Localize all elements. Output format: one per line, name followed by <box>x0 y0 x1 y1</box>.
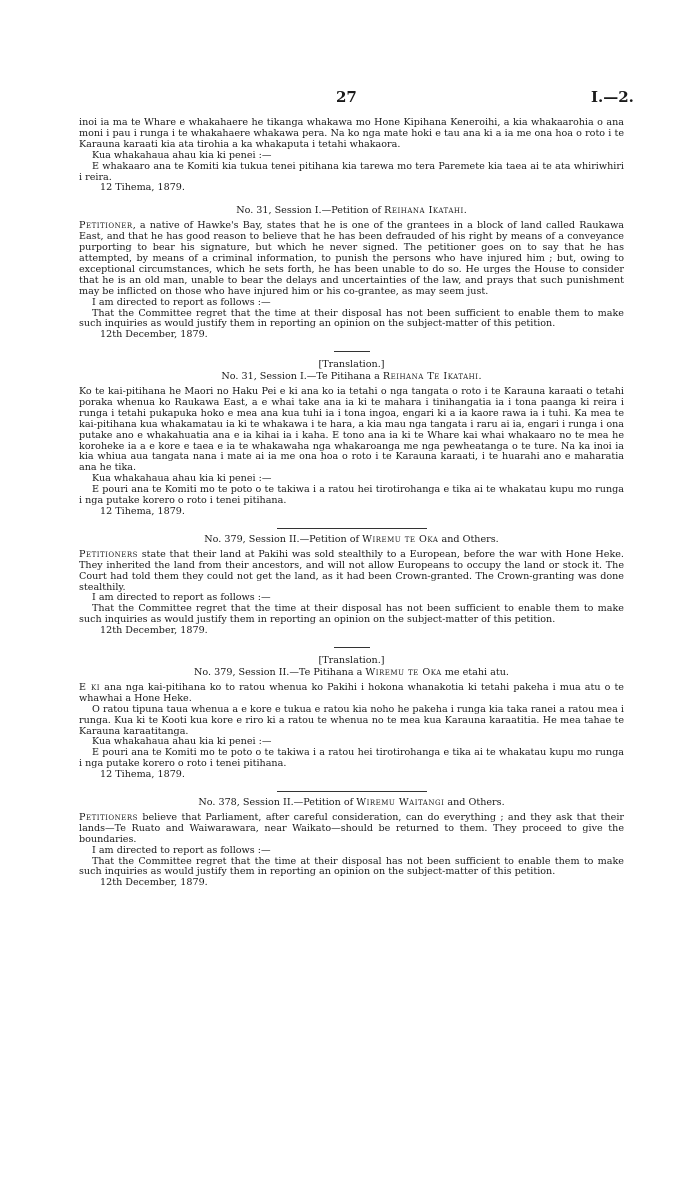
translation-379-text: ana nga kai-pitihana ko to ratou whenua ko Pakihi i hokona whanakotia ki tetahi pakeha i mua atu o te whawhai a Hone Heke. <box>79 681 624 704</box>
petitioner-name: Wiremu te Oka <box>362 533 439 545</box>
translation-379-body-2: O ratou tipuna taua whenua a e kore e tukua e ratou kia noho he pakeha i runga kia taka ranei a ratou mea i runga. Kua ki te Kooti kua kore e riro ki a ratou te whenua no te mea kua Karauna karaatitia. He mea tahae te Karauna karaatitanga. <box>79 703 624 737</box>
translation-31-label: [Translation.] <box>318 359 385 371</box>
petitioner-name-maori: Wiremu te Oka <box>365 666 442 678</box>
petition-378-lead: Petitioners <box>79 811 138 823</box>
petition-379-report: That the Committee regret that the time at their disposal has not been sufficient to enable them to make such inquiries as would justify them in reporting an opinion on the subject-matter of this petition. <box>79 603 624 626</box>
translation-379-date: 12 Tihema, 1879. <box>100 769 185 781</box>
petition-31-text: , a native of Hawke's Bay, states that he is one of the grantees in a block of land called Raukawa East, and that he has good reason to believe that he has been defrauded of his right by means of a conveyance purporting to bear his signature, but which he never signed. The petitioner goes on to say that he has attempted, by means of a criminal information, to punish the persons who have injured him ; but, owing to exceptional circumstances, which he sets forth, he has been unable to do so. He urges the House to consider that he is an old man, unable to bear the delays and uncertainties of the law, and prays that such punishment may be inflicted on those who have injured him or his co-grantee, as may seem just. <box>79 220 624 297</box>
intro-directed: Kua whakahaua ahau kia ki penei :— <box>92 149 272 161</box>
petition-378-title <box>79 798 624 809</box>
petition-31-lead: Petitioner <box>79 220 133 232</box>
translation-379-title <box>79 668 624 679</box>
section-divider <box>277 528 427 529</box>
translation-31-report: E pouri ana te Komiti mo te poto o te takiwa i a ratou hei tirotirohanga e tika ai te whakatau kupu mo runga i nga putake korero o roto i tenei pitihana. <box>79 484 624 507</box>
petition-378-text: believe that Parliament, after careful consideration, can do everything ; and they ask that their lands—Te Ruato and Waiwarawara, near Waikato—should be returned to them. They proceed to give the boundaries. <box>79 811 624 845</box>
petition-378-date: 12th December, 1879. <box>100 877 208 889</box>
translation-31-directed: Kua whakahaua ahau kia ki penei :— <box>92 473 272 485</box>
petition-31-title-pre: No. 31, Session I.—Petition of <box>236 205 385 217</box>
translation-31-date: 12 Tihema, 1879. <box>100 506 185 517</box>
petition-31-date: 12th December, 1879. <box>100 329 208 341</box>
page-content <box>79 118 624 889</box>
petition-378-body <box>79 813 624 846</box>
petition-378-title-post: and Others. <box>444 797 505 809</box>
intro-report: E whakaaro ana te Komiti kia tukua tenei pitihana kia tarewa mo tera Paremete kia taea ai te ata whiriwhiri i reira. <box>79 160 624 183</box>
intro-date: 12 Tihema, 1879. <box>100 182 185 194</box>
petition-379-title-pre: No. 379, Session II.—Petition of <box>204 533 363 545</box>
section-divider <box>334 647 370 648</box>
document-reference: I.—2. <box>591 88 634 106</box>
translation-379-body <box>79 683 624 705</box>
petition-379-title-post: and Others. <box>438 533 499 545</box>
petitioner-name: Wiremu Waitangi <box>356 797 445 809</box>
petition-378-directed: I am directed to report as follows :— <box>92 844 271 856</box>
translation-31-title-post: . <box>478 371 482 383</box>
petitioner-name-maori: Reihana Te Ikatahi <box>382 371 479 383</box>
petition-379-lead: Petitioners <box>79 548 138 560</box>
petitioner-name: Reihana Ikatahi <box>384 205 464 217</box>
petition-31-directed: I am directed to report as follows :— <box>92 296 271 308</box>
page-number: 27 <box>336 88 357 106</box>
translation-379-lead: E ki <box>79 681 101 693</box>
translation-379-report: E pouri ana te Komiti mo te poto o te takiwa i a ratou hei tirotirohanga e tika ai te whakatau kupu mo runga i nga putake korero o roto i tenei pitihana. <box>79 747 624 770</box>
petition-379-date: 12th December, 1879. <box>100 625 208 637</box>
translation-379-label: [Translation.] <box>318 655 385 667</box>
petition-378-report: That the Committee regret that the time at their disposal has not been sufficient to enable them to make such inquiries as would justify them in reporting an opinion on the subject-matter of this petition. <box>79 855 624 878</box>
translation-379-directed: Kua whakahaua ahau kia ki penei :— <box>92 736 272 748</box>
translation-379-title-pre: No. 379, Session II.—Te Pitihana a <box>194 666 366 678</box>
translation-31-title-pre: No. 31, Session I.—Te Pitihana a <box>221 371 383 383</box>
petition-379-text: state that their land at Pakihi was sold stealthily to a European, before the war with Hone Heke. They inherited the land from their ancestors, and will not allow Europeans to occupy the land or stock it. The Court had told them they could not get the land, as it had been Crown-granted. The Crown-granting was done stealthily. <box>79 548 624 593</box>
section-divider <box>334 351 370 352</box>
translation-31-body: Ko te kai-pitihana he Maori no Haku Pei e ki ana ko ia tetahi o nga tangata o roto i te Karauna karaati o tetahi poraka whenua ko Raukawa East, a e whai take ana ia ki te mahara i tinihangatia ia i tona paanga ki reira i runga i tetahi pukapuka hoko e mea ana kua tuhi ia i tona ingoa, engari ki a ia kaore rawa ia i tuhi. Ka mea te kai-pitihana kua whakamatau ia ki te whakawa i te hara, a kia mau nga tangata i raru ai ia, engari i runga i ona putake ano e whakahuatia ana e ia kihai ia i kaha. E tono ana ia ki te Whare kai whai whakaaro no te mea he koroheke ia a e kore e taea e ia te whakawaha nga whakaroanga me nga pewheatanga o te ture. Na ka inoi ia kia whiua aua tangata nana i mate ai ia me ona hoa o roto i te Karauna karaati, i te huarahi ano e maharatia ana he tika. <box>79 386 624 474</box>
intro-paragraph: inoi ia ma te Whare e whakahaere he tikanga whakawa mo Hone Kipihana Keneroihi, a kia whakaarohia o ana moni i pau i runga i te whakahaere whakawa pera. Na ko nga mate hoki e tau ana ki a ia me ona hoa o roto i te Karauna karaati kia ata tirohia a ka whakaputa i tetahi whakaora. <box>79 117 624 150</box>
petition-31-report: That the Committee regret that the time at their disposal has not been sufficient to enable them to make such inquiries as would justify them in reporting an opinion on the subject-matter of this petition. <box>79 307 624 330</box>
petition-379-title <box>79 535 624 546</box>
section-divider <box>277 791 427 792</box>
page-header <box>0 88 700 108</box>
translation-379-title-post: me etahi atu. <box>441 666 509 678</box>
translation-31-title <box>79 372 624 383</box>
petition-379-directed: I am directed to report as follows :— <box>92 592 271 604</box>
petition-379-body <box>79 550 624 594</box>
petition-31-body <box>79 221 624 297</box>
petition-31-title <box>79 206 624 217</box>
petition-378-title-pre: No. 378, Session II.—Petition of <box>198 797 357 809</box>
petition-31-title-post: . <box>463 205 467 217</box>
